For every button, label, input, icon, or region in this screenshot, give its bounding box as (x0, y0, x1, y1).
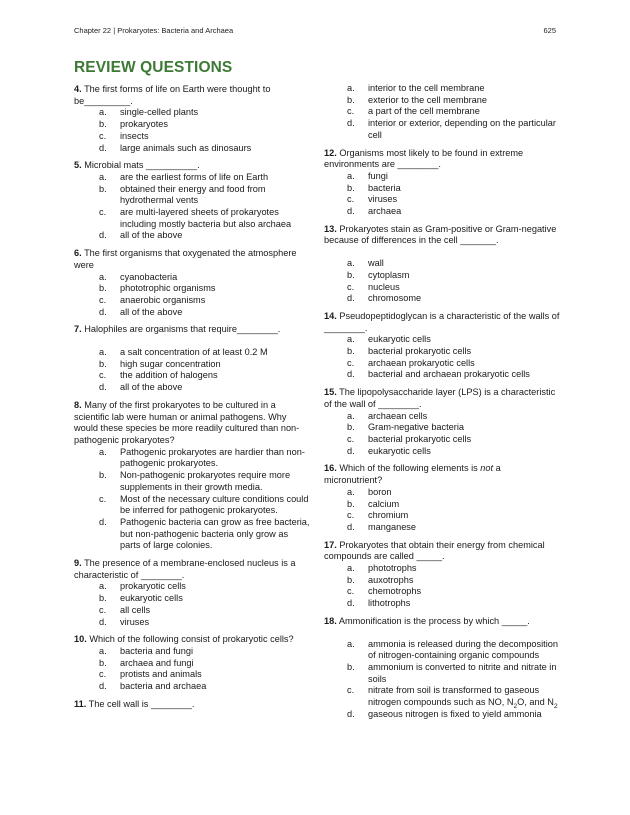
option: b. calcium (347, 498, 400, 509)
option: b. Non-pathogenic prokaryotes require more supplements in their growth media. (99, 470, 291, 492)
question-18 (324, 616, 560, 721)
question-number: 15. (324, 387, 337, 398)
question-text: Which of the following elements is not a micronutrient? (324, 463, 501, 486)
question-7 (74, 324, 310, 394)
option: a. cyanobacteria (99, 271, 178, 282)
question-number: 7. (74, 324, 82, 335)
question-11 (74, 699, 310, 711)
page-header (74, 26, 556, 35)
question-number: 9. (74, 558, 82, 569)
option: b. auxotrophs (347, 574, 414, 585)
option: d. lithotrophs (347, 598, 411, 609)
option: a. phototrophs (347, 563, 417, 574)
question-13 (324, 224, 560, 305)
question-number: 10. (74, 634, 87, 645)
option: d. viruses (99, 616, 150, 627)
option-list (324, 83, 560, 142)
option-list (324, 411, 560, 458)
question-4 (74, 84, 310, 154)
option: c. chemotrophs (347, 586, 422, 597)
option: c. all cells (99, 604, 151, 615)
option: b. eukaryotic cells (99, 593, 183, 604)
option: a. prokaryotic cells (99, 581, 186, 592)
question-11-options-continued (324, 83, 560, 142)
option: d. manganese (347, 521, 417, 532)
question-5 (74, 160, 310, 242)
question-14 (324, 311, 560, 381)
question-text: The cell wall is ________. (88, 698, 195, 709)
question-text: Microbial mats __________. (84, 160, 200, 171)
option: c. anaerobic organisms (99, 294, 206, 305)
option: b. prokaryotes (99, 119, 169, 130)
question-16 (324, 463, 560, 533)
option: b. obtained their energy and food from hydrothermal vents (99, 183, 266, 206)
question-number: 11. (74, 698, 87, 709)
question-text: Which of the following consist of prokaryotic cells? (89, 634, 294, 645)
option-list (324, 487, 560, 534)
option: c. bacterial prokaryotic cells (347, 433, 472, 444)
question-8 (74, 400, 310, 552)
option-list (74, 172, 310, 242)
option: b. archaea and fungi (99, 657, 194, 668)
option: a. are the earliest forms of life on Earth (99, 171, 269, 182)
option-list (74, 447, 310, 552)
option: d. interior or exterior, depending on the particular cell (347, 118, 556, 140)
option: c. chromium (347, 510, 409, 521)
option-list (324, 334, 560, 381)
question-number: 17. (324, 539, 337, 550)
option: a. fungi (347, 170, 388, 181)
option: b. ammonium is converted to nitrite and nitrate in soils (347, 661, 557, 684)
question-9 (74, 558, 310, 628)
option: b. phototrophic organisms (99, 283, 216, 294)
option: d. gaseous nitrogen is fixed to yield ammonia (347, 708, 542, 719)
right-column (324, 83, 560, 726)
question-number: 12. (324, 147, 337, 158)
option-list (324, 563, 560, 610)
option-list (74, 347, 310, 394)
option: a. wall (347, 258, 384, 269)
question-number: 16. (324, 463, 337, 474)
option: b. bacterial prokaryotic cells (347, 346, 472, 357)
option: a. a salt concentration of at least 0.2 M (99, 347, 268, 358)
option-list (74, 272, 310, 319)
question-text: The first forms of life on Earth were thought to be_________. (74, 84, 271, 106)
option: a. eukaryotic cells (347, 334, 431, 345)
option: a. boron (347, 486, 392, 497)
option: c. the addition of halogens (99, 370, 218, 381)
option: c. Most of the necessary culture conditions could be inferred for pathogenic prokaryotes. (99, 493, 309, 516)
chapter-running-head: Chapter 22 | Prokaryotes: Bacteria and Archaea (74, 26, 234, 35)
option: a. interior to the cell membrane (347, 83, 485, 93)
question-text: Many of the first prokaryotes to be cultured in a scientific lab were human or animal pathogens. Why would these species be more readily cultured than non-pathogenic prokaryotes? (74, 399, 300, 445)
option: c. archaean prokaryotic cells (347, 357, 475, 368)
option: a. archaean cells (347, 410, 428, 421)
question-text: Halophiles are organisms that require________. (84, 324, 281, 335)
question-number: 6. (74, 248, 82, 259)
option: d. bacterial and archaean prokaryotic cells (347, 369, 530, 380)
option: c. a part of the cell membrane (347, 106, 480, 117)
question-12 (324, 148, 560, 218)
emphasis: not (480, 463, 494, 474)
option: d. all of the above (99, 230, 183, 241)
question-number: 5. (74, 160, 82, 171)
option: a. Pathogenic prokaryotes are hardier than non-pathogenic prokaryotes. (99, 446, 305, 469)
section-title: REVIEW QUESTIONS (74, 59, 233, 76)
option: d. all of the above (99, 306, 183, 317)
question-10 (74, 634, 310, 693)
question-6 (74, 248, 310, 318)
option: c. are multi-layered sheets of prokaryotes including mostly bacteria but also archaea (99, 207, 292, 229)
option: b. Gram-negative bacteria (347, 422, 465, 433)
option: b. bacteria (347, 182, 401, 193)
option: d. large animals such as dinosaurs (99, 142, 252, 153)
question-17 (324, 540, 560, 610)
option: b. cytoplasm (347, 269, 410, 280)
question-text: The presence of a membrane-enclosed nucleus is a characteristic of ________. (74, 558, 296, 580)
question-number: 18. (324, 615, 337, 626)
option: d. chromosome (347, 293, 422, 304)
question-number: 13. (324, 223, 337, 234)
option: d. Pathogenic bacteria can grow as free bacteria, but non-pathogenic bacteria only grow as parts of large colonies. (99, 516, 310, 551)
option-list (74, 646, 310, 693)
option-list (324, 171, 560, 218)
question-text: Organisms most likely to be found in extreme environments are ________. (324, 147, 524, 170)
question-number: 4. (74, 84, 82, 94)
question-text: Prokaryotes that obtain their energy from chemical compounds are called _____. (324, 539, 545, 562)
option: b. high sugar concentration (99, 358, 221, 369)
question-text: Ammonification is the process by which _____. (338, 615, 530, 626)
question-text: Prokaryotes stain as Gram-positive or Gram-negative because of differences in the cell _______. (324, 223, 557, 246)
option: b. exterior to the cell membrane (347, 94, 487, 105)
left-column (74, 84, 310, 716)
option: a. ammonia is released during the decomposition of nitrogen-containing organic compounds (347, 638, 558, 661)
option-list (74, 581, 310, 628)
question-number: 8. (74, 399, 82, 410)
option-list (74, 107, 310, 154)
option: c. nitrate from soil is transformed to gaseous nitrogen compounds such as NO, $N_2O$, and $N_2$ (347, 685, 558, 710)
option: c. nucleus (347, 281, 400, 292)
option-list (324, 639, 560, 721)
option: c. viruses (347, 194, 398, 205)
option: c. protists and animals (99, 669, 202, 680)
option: d. bacteria and archaea (99, 681, 207, 692)
option: d. archaea (347, 206, 402, 217)
option-list (324, 258, 560, 305)
question-text: The lipopolysaccharide layer (LPS) is a characteristic of the wall of ________. (324, 387, 556, 409)
page-number: 625 (543, 26, 556, 35)
question-text: The first organisms that oxygenated the atmosphere were (74, 248, 297, 270)
question-15 (324, 387, 560, 457)
option: c. insects (99, 130, 149, 141)
option: a. single-celled plants (99, 107, 199, 118)
question-text: Pseudopeptidoglycan is a characteristic of the walls of ________. (324, 310, 560, 333)
option: d. eukaryotic cells (347, 445, 431, 456)
option: a. bacteria and fungi (99, 645, 194, 656)
question-number: 14. (324, 310, 337, 321)
option: d. all of the above (99, 382, 183, 393)
